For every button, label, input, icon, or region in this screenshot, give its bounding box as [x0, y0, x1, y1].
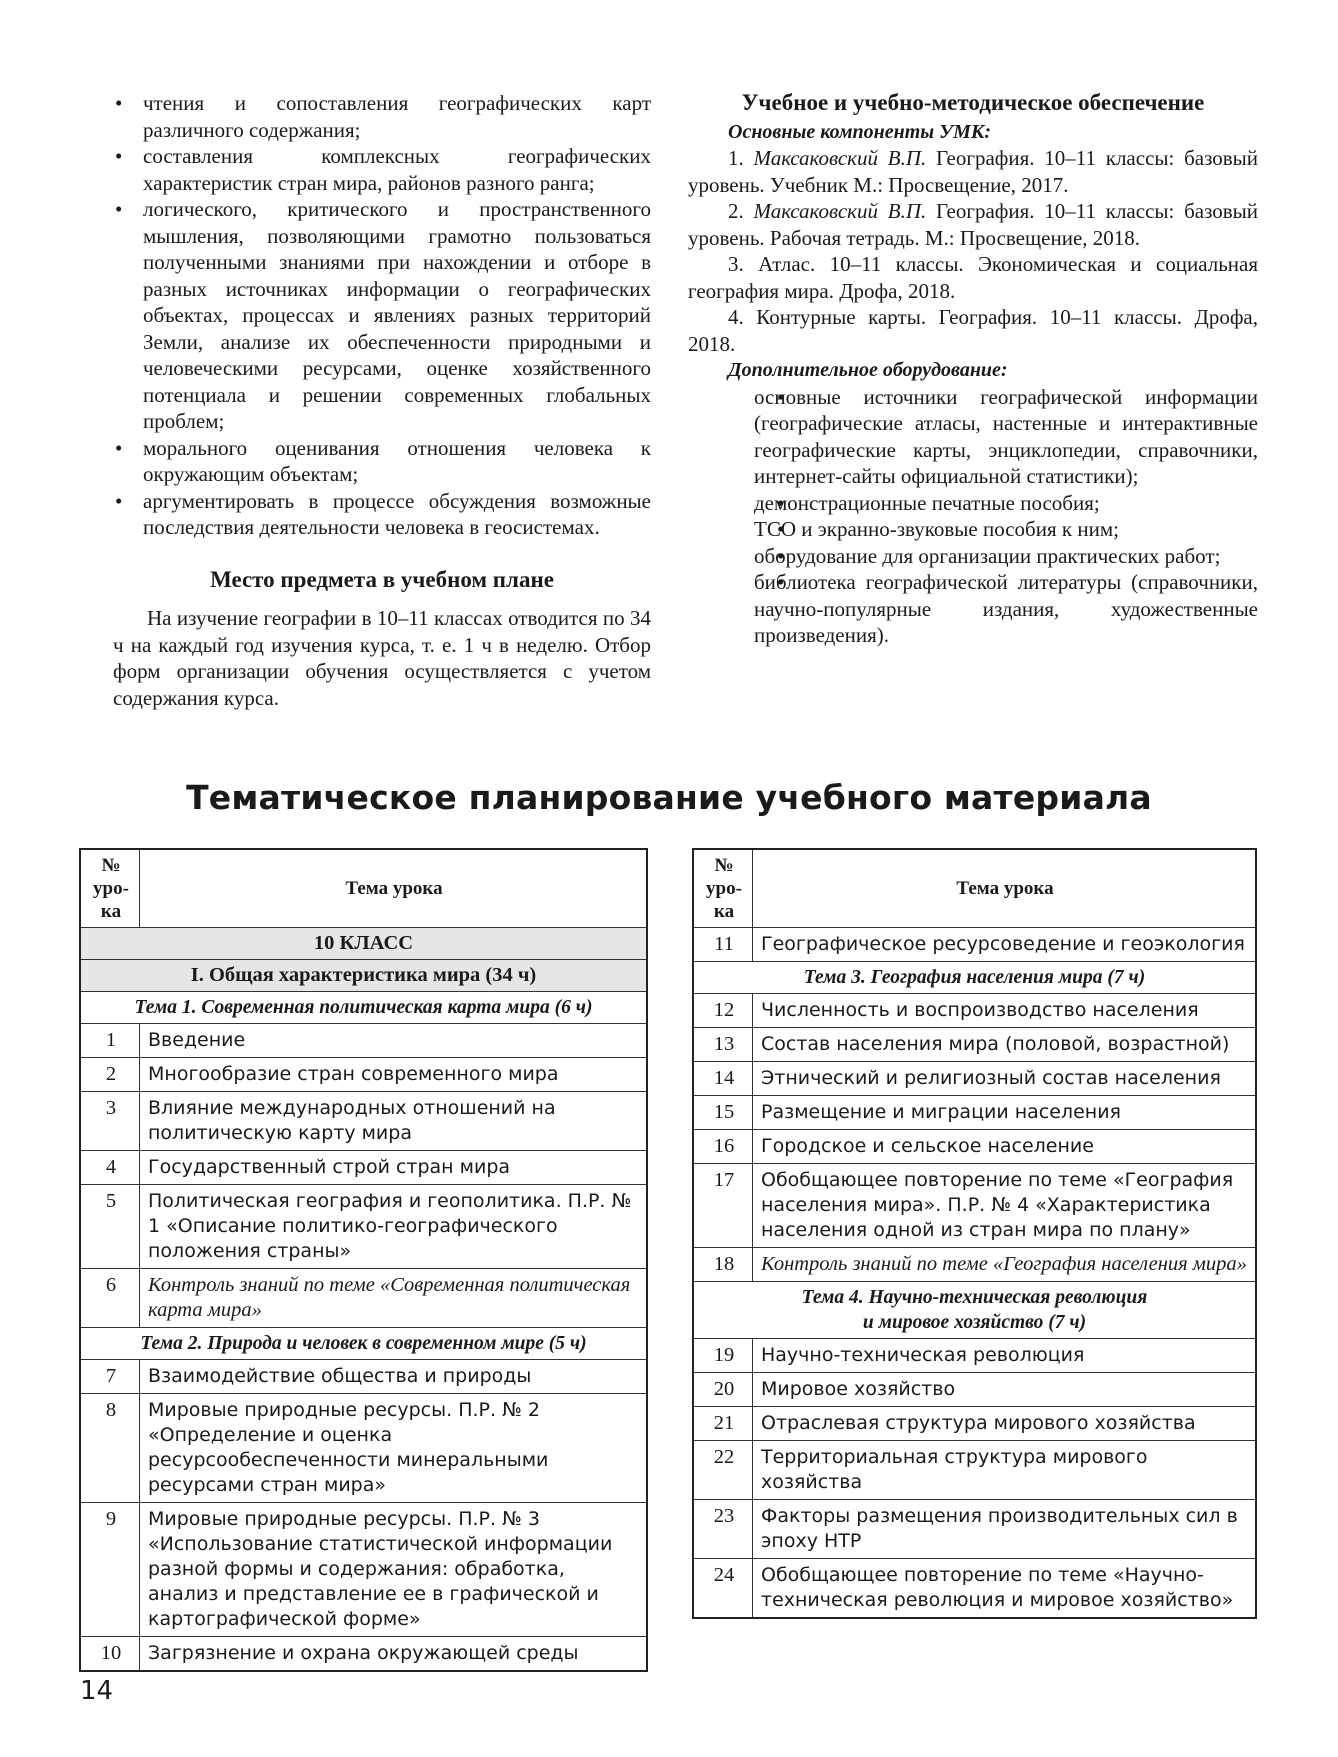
plan-table-left — [79, 848, 648, 1672]
table-row — [80, 1058, 647, 1092]
page-number: 14 — [80, 1676, 114, 1706]
theme-row — [80, 1328, 647, 1360]
lesson-number: 21 — [693, 1407, 753, 1441]
lesson-topic: Городское и сельское население — [753, 1130, 1257, 1164]
lesson-topic: Обобщающее повторение по теме «Научно-техническая революция и мировое хозяйство» — [753, 1559, 1257, 1619]
lesson-topic: Факторы размещения производительных сил в эпоху НТР — [753, 1500, 1257, 1559]
equipment-list — [688, 384, 1258, 649]
list-item: • составления комплексных географических характеристик стран мира, районов разного ранга; — [113, 143, 651, 196]
lesson-number: 15 — [693, 1096, 753, 1130]
list-item: • демонстрационные печатные пособия; — [732, 490, 1258, 517]
list-item: • чтения и сопоставления географических карт различного содержания; — [113, 90, 651, 143]
lesson-number: 6 — [80, 1269, 140, 1328]
table-row — [693, 1559, 1256, 1619]
umk-label: Основные компоненты УМК: — [728, 120, 992, 143]
lesson-topic: Взаимодействие общества и природы — [140, 1360, 648, 1394]
grade-row — [80, 928, 647, 960]
theme-label-line: Тема 4. Научно-техническая революция — [801, 1287, 1148, 1308]
lesson-topic: Территориальная структура мирового хозяйства — [753, 1441, 1257, 1500]
table-row — [693, 1028, 1256, 1062]
lesson-number: 7 — [80, 1360, 140, 1394]
reference-text: Атлас. 10–11 классы. Экономическая и социальная география мира. Дрофа, 2018. — [688, 252, 1258, 303]
lesson-topic: Мировое хозяйство — [753, 1373, 1257, 1407]
theme-label: Тема 3. География населения мира (7 ч) — [693, 962, 1256, 994]
lesson-number: 5 — [80, 1185, 140, 1269]
table-row — [693, 1096, 1256, 1130]
reference-text: География. 10–11 классы: базовый уровень. Учебник М.: Просвещение, 2017. — [688, 146, 1259, 197]
lesson-number: 17 — [693, 1164, 753, 1248]
section-row — [80, 960, 647, 992]
lesson-number: 11 — [693, 928, 753, 962]
reference-4 — [688, 304, 1258, 357]
table-row — [693, 928, 1256, 962]
list-item: • логического, критического и пространственного мышления, позволяющими грамотно пользоваться полученными знаниями при нахождении и отборе в разных источниках информации о географических объектах, процессах и явлениях разных территорий Земли, анализе их обеспеченности природными и человеческими ресурсами, оценке хозяйственного потенциала и решении современных глобальных проблем; — [113, 196, 651, 435]
list-item: • основные источники географической информации (географические атласы, настенные и интерактивные географические карты, энциклопедии, справочники, интернет-сайты официальной статистики); — [732, 384, 1258, 490]
reference-text: География. 10–11 классы: базовый уровень. Рабочая тетрадь. М.: Просвещение, 2018. — [688, 199, 1259, 250]
col-num-header: № уро-ка — [693, 849, 753, 928]
lesson-topic: Влияние международных отношений на политическую карту мира — [140, 1092, 648, 1151]
lesson-topic: Численность и воспроизводство населения — [753, 994, 1257, 1028]
col-topic-header: Тема урока — [140, 849, 648, 928]
table-row — [693, 1248, 1256, 1282]
table-row — [693, 994, 1256, 1028]
lesson-number: 13 — [693, 1028, 753, 1062]
table-row — [693, 1441, 1256, 1500]
lesson-topic: Многообразие стран современного мира — [140, 1058, 648, 1092]
theme-row — [80, 992, 647, 1024]
lesson-topic: Отраслевая структура мирового хозяйства — [753, 1407, 1257, 1441]
col-num-header: № уро-ка — [80, 849, 140, 928]
theme-label — [693, 1282, 1256, 1339]
list-item: • оборудование для организации практических работ; — [732, 543, 1258, 570]
table-row — [80, 1360, 647, 1394]
table-header-row — [80, 849, 647, 928]
table-row — [80, 1185, 647, 1269]
lesson-topic: Введение — [140, 1024, 648, 1058]
table-row — [693, 1339, 1256, 1373]
lesson-topic: Загрязнение и охрана окружающей среды — [140, 1637, 648, 1672]
list-item: • морального оценивания отношения человека к окружающим объектам; — [113, 435, 651, 488]
lesson-topic: Мировые природные ресурсы. П.Р. № 2 «Определение и оценка ресурсообеспеченности минеральными ресурсами стран мира» — [140, 1394, 648, 1503]
table-row — [80, 1637, 647, 1672]
skills-list — [113, 90, 651, 541]
reference-text: Контурные карты. География. 10–11 классы. Дрофа, 2018. — [688, 305, 1259, 356]
section-label: I. Общая характеристика мира (34 ч) — [80, 960, 647, 992]
plan-table-right — [692, 848, 1257, 1619]
plan-title: Тематическое планирование учебного материала — [186, 778, 1152, 817]
theme-label: Тема 1. Современная политическая карта мира (6 ч) — [80, 992, 647, 1024]
left-column — [113, 90, 651, 711]
list-item: • ТСО и экранно-звуковые пособия к ним; — [732, 516, 1258, 543]
lesson-topic: Размещение и миграции населения — [753, 1096, 1257, 1130]
col-topic-header: Тема урока — [753, 849, 1257, 928]
reference-author: Максаковский В.П. — [753, 146, 927, 170]
lesson-topic: Государственный строй стран мира — [140, 1151, 648, 1185]
table-row — [80, 1151, 647, 1185]
lesson-number: 8 — [80, 1394, 140, 1503]
lesson-topic: Контроль знаний по теме «География населения мира» — [753, 1248, 1257, 1282]
table-row — [693, 1062, 1256, 1096]
equipment-label: Дополнительное оборудование: — [728, 359, 1008, 381]
resources-heading: Учебное и учебно-методическое обеспечение — [741, 90, 1205, 115]
table-header-row — [693, 849, 1256, 928]
table-row — [80, 1092, 647, 1151]
reference-number: 1. — [728, 146, 744, 170]
reference-1 — [688, 145, 1258, 198]
list-item: • аргументировать в процессе обсуждения возможные последствия деятельности человека в геосистемах. — [113, 488, 651, 541]
lesson-number: 24 — [693, 1559, 753, 1619]
lesson-topic: Политическая география и геополитика. П.Р. № 1 «Описание политико-географического положения страны» — [140, 1185, 648, 1269]
reference-3 — [688, 251, 1258, 304]
lesson-number: 3 — [80, 1092, 140, 1151]
lesson-number: 20 — [693, 1373, 753, 1407]
table-row — [693, 1130, 1256, 1164]
theme-row — [693, 962, 1256, 994]
table-row — [80, 1394, 647, 1503]
lesson-number: 4 — [80, 1151, 140, 1185]
lesson-topic: Мировые природные ресурсы. П.Р. № 3 «Использование статистической информации разной формы и содержания: обработка, анализ и представление ее в графической и картографической форме» — [140, 1503, 648, 1637]
lesson-number: 12 — [693, 994, 753, 1028]
lesson-number: 19 — [693, 1339, 753, 1373]
theme-label: Тема 2. Природа и человек в современном мире (5 ч) — [80, 1328, 647, 1360]
reference-number: 4. — [728, 305, 744, 329]
place-heading: Место предмета в учебном плане — [210, 566, 554, 592]
table-row — [80, 1024, 647, 1058]
lesson-number: 1 — [80, 1024, 140, 1058]
table-row — [693, 1500, 1256, 1559]
lesson-topic: Географическое ресурсоведение и геоэкология — [753, 928, 1257, 962]
lesson-number: 2 — [80, 1058, 140, 1092]
reference-number: 2. — [728, 199, 744, 223]
lesson-number: 22 — [693, 1441, 753, 1500]
lesson-number: 10 — [80, 1637, 140, 1672]
table-row — [693, 1164, 1256, 1248]
lesson-number: 14 — [693, 1062, 753, 1096]
table-row — [80, 1503, 647, 1637]
lesson-topic: Обобщающее повторение по теме «География населения мира». П.Р. № 4 «Характеристика населения одной из стран мира по плану» — [753, 1164, 1257, 1248]
lesson-topic: Контроль знаний по теме «Современная политическая карта мира» — [140, 1269, 648, 1328]
lesson-number: 16 — [693, 1130, 753, 1164]
reference-number: 3. — [728, 252, 744, 276]
theme-row — [693, 1282, 1256, 1339]
lesson-number: 23 — [693, 1500, 753, 1559]
lesson-topic: Состав населения мира (половой, возрастной) — [753, 1028, 1257, 1062]
table-row — [693, 1373, 1256, 1407]
list-item: • библиотека географической литературы (справочники, научно-популярные издания, художественные произведения). — [732, 569, 1258, 649]
reference-2 — [688, 198, 1258, 251]
theme-label-line: и мировое хозяйство (7 ч) — [862, 1312, 1087, 1333]
lesson-topic: Этнический и религиозный состав населения — [753, 1062, 1257, 1096]
table-row — [693, 1407, 1256, 1441]
grade-label: 10 КЛАСС — [80, 928, 647, 960]
table-row — [80, 1269, 647, 1328]
lesson-number: 18 — [693, 1248, 753, 1282]
lesson-number: 9 — [80, 1503, 140, 1637]
right-column — [688, 90, 1258, 649]
lesson-topic: Научно-техническая революция — [753, 1339, 1257, 1373]
place-text: На изучение географии в 10–11 классах отводится по 34 ч на каждый год изучения курса, т. е. 1 ч в неделю. Отбор форм организации обучения осуществляется с учетом содержания курса. — [113, 606, 651, 710]
reference-author: Максаковский В.П. — [753, 199, 927, 223]
